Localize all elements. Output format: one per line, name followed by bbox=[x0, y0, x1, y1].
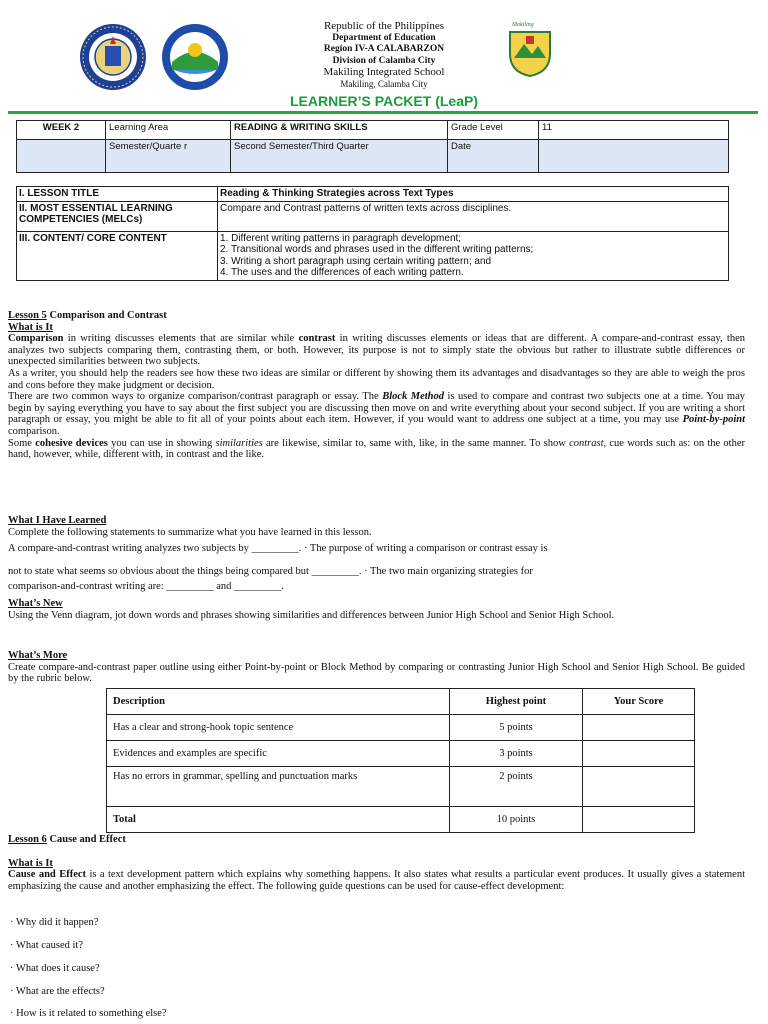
content-item: 4. The uses and the differences of each writing pattern. bbox=[220, 267, 464, 278]
grade-level-label: Grade Level bbox=[448, 121, 539, 140]
letterhead-line: Division of Calamba City bbox=[332, 55, 436, 66]
content-item: 1. Different writing patterns in paragraph development; bbox=[220, 232, 462, 244]
term-comparison: Comparison bbox=[8, 333, 64, 345]
methods-paragraph bbox=[8, 391, 745, 437]
whats-new-heading: What’s New bbox=[8, 598, 63, 609]
rubric-score[interactable] bbox=[583, 741, 695, 767]
rubric-desc: Has a clear and strong-hook topic sentence bbox=[107, 715, 450, 741]
paragraph-text: Some bbox=[8, 437, 36, 449]
term-similarities: similarities bbox=[215, 437, 263, 449]
cause-effect-paragraph bbox=[8, 869, 745, 892]
lesson5-section bbox=[8, 310, 745, 461]
letterhead-line: Makiling Integrated School bbox=[323, 66, 445, 78]
rubric-header: Your Score bbox=[583, 689, 695, 715]
semester-value: Second Semester/Third Quarter bbox=[231, 140, 448, 173]
whats-new-section bbox=[8, 598, 745, 621]
date-value bbox=[539, 140, 729, 173]
term-cohesive-devices: cohesive devices bbox=[35, 437, 108, 449]
lesson6-title: Cause and Effect bbox=[46, 834, 126, 845]
comparison-paragraph bbox=[8, 333, 745, 368]
rubric-total-points: 10 points bbox=[450, 807, 583, 833]
semester-label: Semester/Quarte r bbox=[106, 140, 231, 173]
learning-area-value: READING & WRITING SKILLS bbox=[231, 121, 448, 140]
packet-title: LEARNER’S PACKET (LeaP) bbox=[290, 93, 478, 109]
lesson5-label: Lesson 5 bbox=[8, 310, 47, 321]
table-row bbox=[107, 767, 695, 807]
rubric-points: 3 points bbox=[450, 741, 583, 767]
rubric-score[interactable] bbox=[583, 767, 695, 807]
grade-level-value: 11 bbox=[539, 121, 729, 140]
term-contrast-italic: contrast, bbox=[569, 437, 607, 449]
letterhead-line: Region IV-A CALABARZON bbox=[323, 44, 445, 54]
rubric-desc: Evidences and examples are specific bbox=[107, 741, 450, 767]
paragraph-text: are likewise, similar to, same with, like, in the same manner. To show bbox=[262, 437, 570, 449]
learned-instruction: Complete the following statements to summarize what you have learned in this lesson. bbox=[8, 526, 372, 538]
table-row bbox=[107, 741, 695, 767]
letterhead-line: Department of Education bbox=[332, 32, 436, 43]
content-label: III. CONTENT/ CORE CONTENT bbox=[17, 231, 218, 280]
paragraph-text: There are two common ways to organize comparison/contrast paragraph or essay. The bbox=[8, 391, 383, 403]
rubric-desc: Has no errors in grammar, spelling and punctuation marks bbox=[107, 767, 450, 807]
whats-new-text: Using the Venn diagram, jot down words and phrases showing similarities and differences between Junior High School and Senior High School. bbox=[8, 609, 615, 621]
header-divider bbox=[8, 111, 758, 114]
rubric-header: Highest point bbox=[450, 689, 583, 715]
rubric-header: Description bbox=[107, 689, 450, 715]
lesson-title-value: Reading & Thinking Strategies across Text Types bbox=[218, 187, 729, 202]
lesson5-title: Comparison and Contrast bbox=[46, 310, 167, 321]
paragraph-text: in writing discusses elements or ideas that are different. A compare-and-contrast essay, then analyzes two subjects comparing them, contrasting them, or both. However, its purpose is not to simply state the obvious but rather to illustrate subtle differences or unexpected similarities between two subjects. bbox=[8, 333, 746, 368]
guide-question: · Why did it happen? bbox=[10, 917, 99, 928]
learned-heading: What I Have Learned bbox=[8, 515, 107, 526]
guide-question: · What caused it? bbox=[10, 940, 83, 951]
guide-question: · How is it related to something else? bbox=[10, 1008, 167, 1019]
content-item: 3. Writing a short paragraph using certain writing pattern; and bbox=[220, 255, 492, 267]
content-item: 2. Transitional words and phrases used in the different writing patterns; bbox=[220, 244, 534, 255]
what-is-it-heading: What is It bbox=[8, 857, 53, 869]
content-list bbox=[218, 231, 729, 280]
letterhead-line: Republic of the Philippines bbox=[323, 20, 445, 32]
melc-value: Compare and Contrast patterns of written texts across disciplines. bbox=[218, 201, 729, 231]
term-cause-and-effect: Cause and Effect bbox=[8, 869, 87, 881]
date-label: Date bbox=[448, 140, 539, 173]
learned-line: A compare-and-contrast writing analyzes two subjects by _________. · The purpose of writing a comparison or contrast essay is bbox=[8, 543, 548, 555]
rubric-points: 5 points bbox=[450, 715, 583, 741]
whats-more-text: Create compare-and-contrast paper outline using either Point-by-point or Block Method by comparing or contrasting Junior High School and Senior High School. Be guided by the rubric below. bbox=[8, 661, 745, 685]
guide-question: · What are the effects? bbox=[10, 986, 105, 997]
paragraph-text: comparison. bbox=[8, 425, 60, 437]
rubric-points: 2 points bbox=[450, 767, 583, 807]
info-table bbox=[16, 120, 729, 173]
letterhead-line: Makiling, Calamba City bbox=[340, 78, 428, 89]
rubric-score[interactable] bbox=[583, 715, 695, 741]
lesson5-heading bbox=[8, 310, 745, 322]
paragraph-text: in writing discusses elements that are similar while bbox=[63, 333, 299, 345]
empty-cell bbox=[17, 140, 106, 173]
term-block-method: Block Method bbox=[382, 391, 445, 403]
guide-question: · What does it cause? bbox=[10, 963, 100, 974]
whats-more-section bbox=[8, 650, 745, 685]
week-label: WEEK 2 bbox=[17, 121, 106, 140]
what-is-it-heading: What is It bbox=[8, 321, 53, 333]
writer-paragraph: As a writer, you should help the readers see how these two ideas are similar or different by showing them its advantages and disadvantages so they are able to weigh the pros and cons before they make judgment or decision. bbox=[8, 367, 745, 391]
paragraph-text: you can use in showing bbox=[107, 437, 216, 449]
learned-line: not to state what seems so obvious about the things being compared but _________. · The two main organizing strategies for bbox=[8, 565, 533, 577]
lesson-info-table bbox=[16, 186, 729, 281]
rubric-table bbox=[106, 688, 695, 833]
table-row bbox=[107, 715, 695, 741]
school-logo-text: Makiling bbox=[512, 22, 534, 28]
term-contrast: contrast bbox=[298, 333, 336, 345]
lesson6-heading bbox=[8, 834, 745, 846]
rubric-total-label: Total bbox=[107, 807, 450, 833]
letterhead bbox=[0, 21, 768, 90]
paragraph-text: cue words such as: on the other hand, however, while, different with, in contrast and the like. bbox=[8, 437, 745, 461]
lesson6-section bbox=[8, 834, 745, 892]
paragraph-text: is used to compare and contrast two subjects one at a time. You may begin by saying everything you have to say about the first subject you are discussing then move on and write everything about your second subject. If you are writing a short paragraph or essay, you might be able to fit all of your points about each item. However, if you would want to address one subject at a time, you may use bbox=[8, 391, 745, 426]
melc-label: II. MOST ESSENTIAL LEARNING COMPETENCIES (MELCs) bbox=[17, 201, 218, 231]
learning-area-label: Learning Area bbox=[106, 121, 231, 140]
paragraph-text: is a text development pattern which explains why something happens. It also states what results a particular event produces. It usually gives a statement emphasizing the cause and another emphasizing the effect. The following guide questions can be used for cause-effect development: bbox=[8, 869, 745, 892]
term-point-by-point: Point-by-point bbox=[682, 414, 745, 426]
learned-section bbox=[8, 515, 745, 593]
whats-more-heading: What’s More bbox=[8, 650, 68, 661]
rubric-total-score[interactable] bbox=[583, 807, 695, 833]
learned-line: comparison-and-contrast writing are: _________ and _________. bbox=[8, 581, 284, 593]
lesson-title-label: I. LESSON TITLE bbox=[17, 187, 218, 202]
cohesive-devices-paragraph bbox=[8, 438, 745, 461]
table-row bbox=[107, 807, 695, 833]
lesson6-label: Lesson 6 bbox=[8, 834, 47, 845]
